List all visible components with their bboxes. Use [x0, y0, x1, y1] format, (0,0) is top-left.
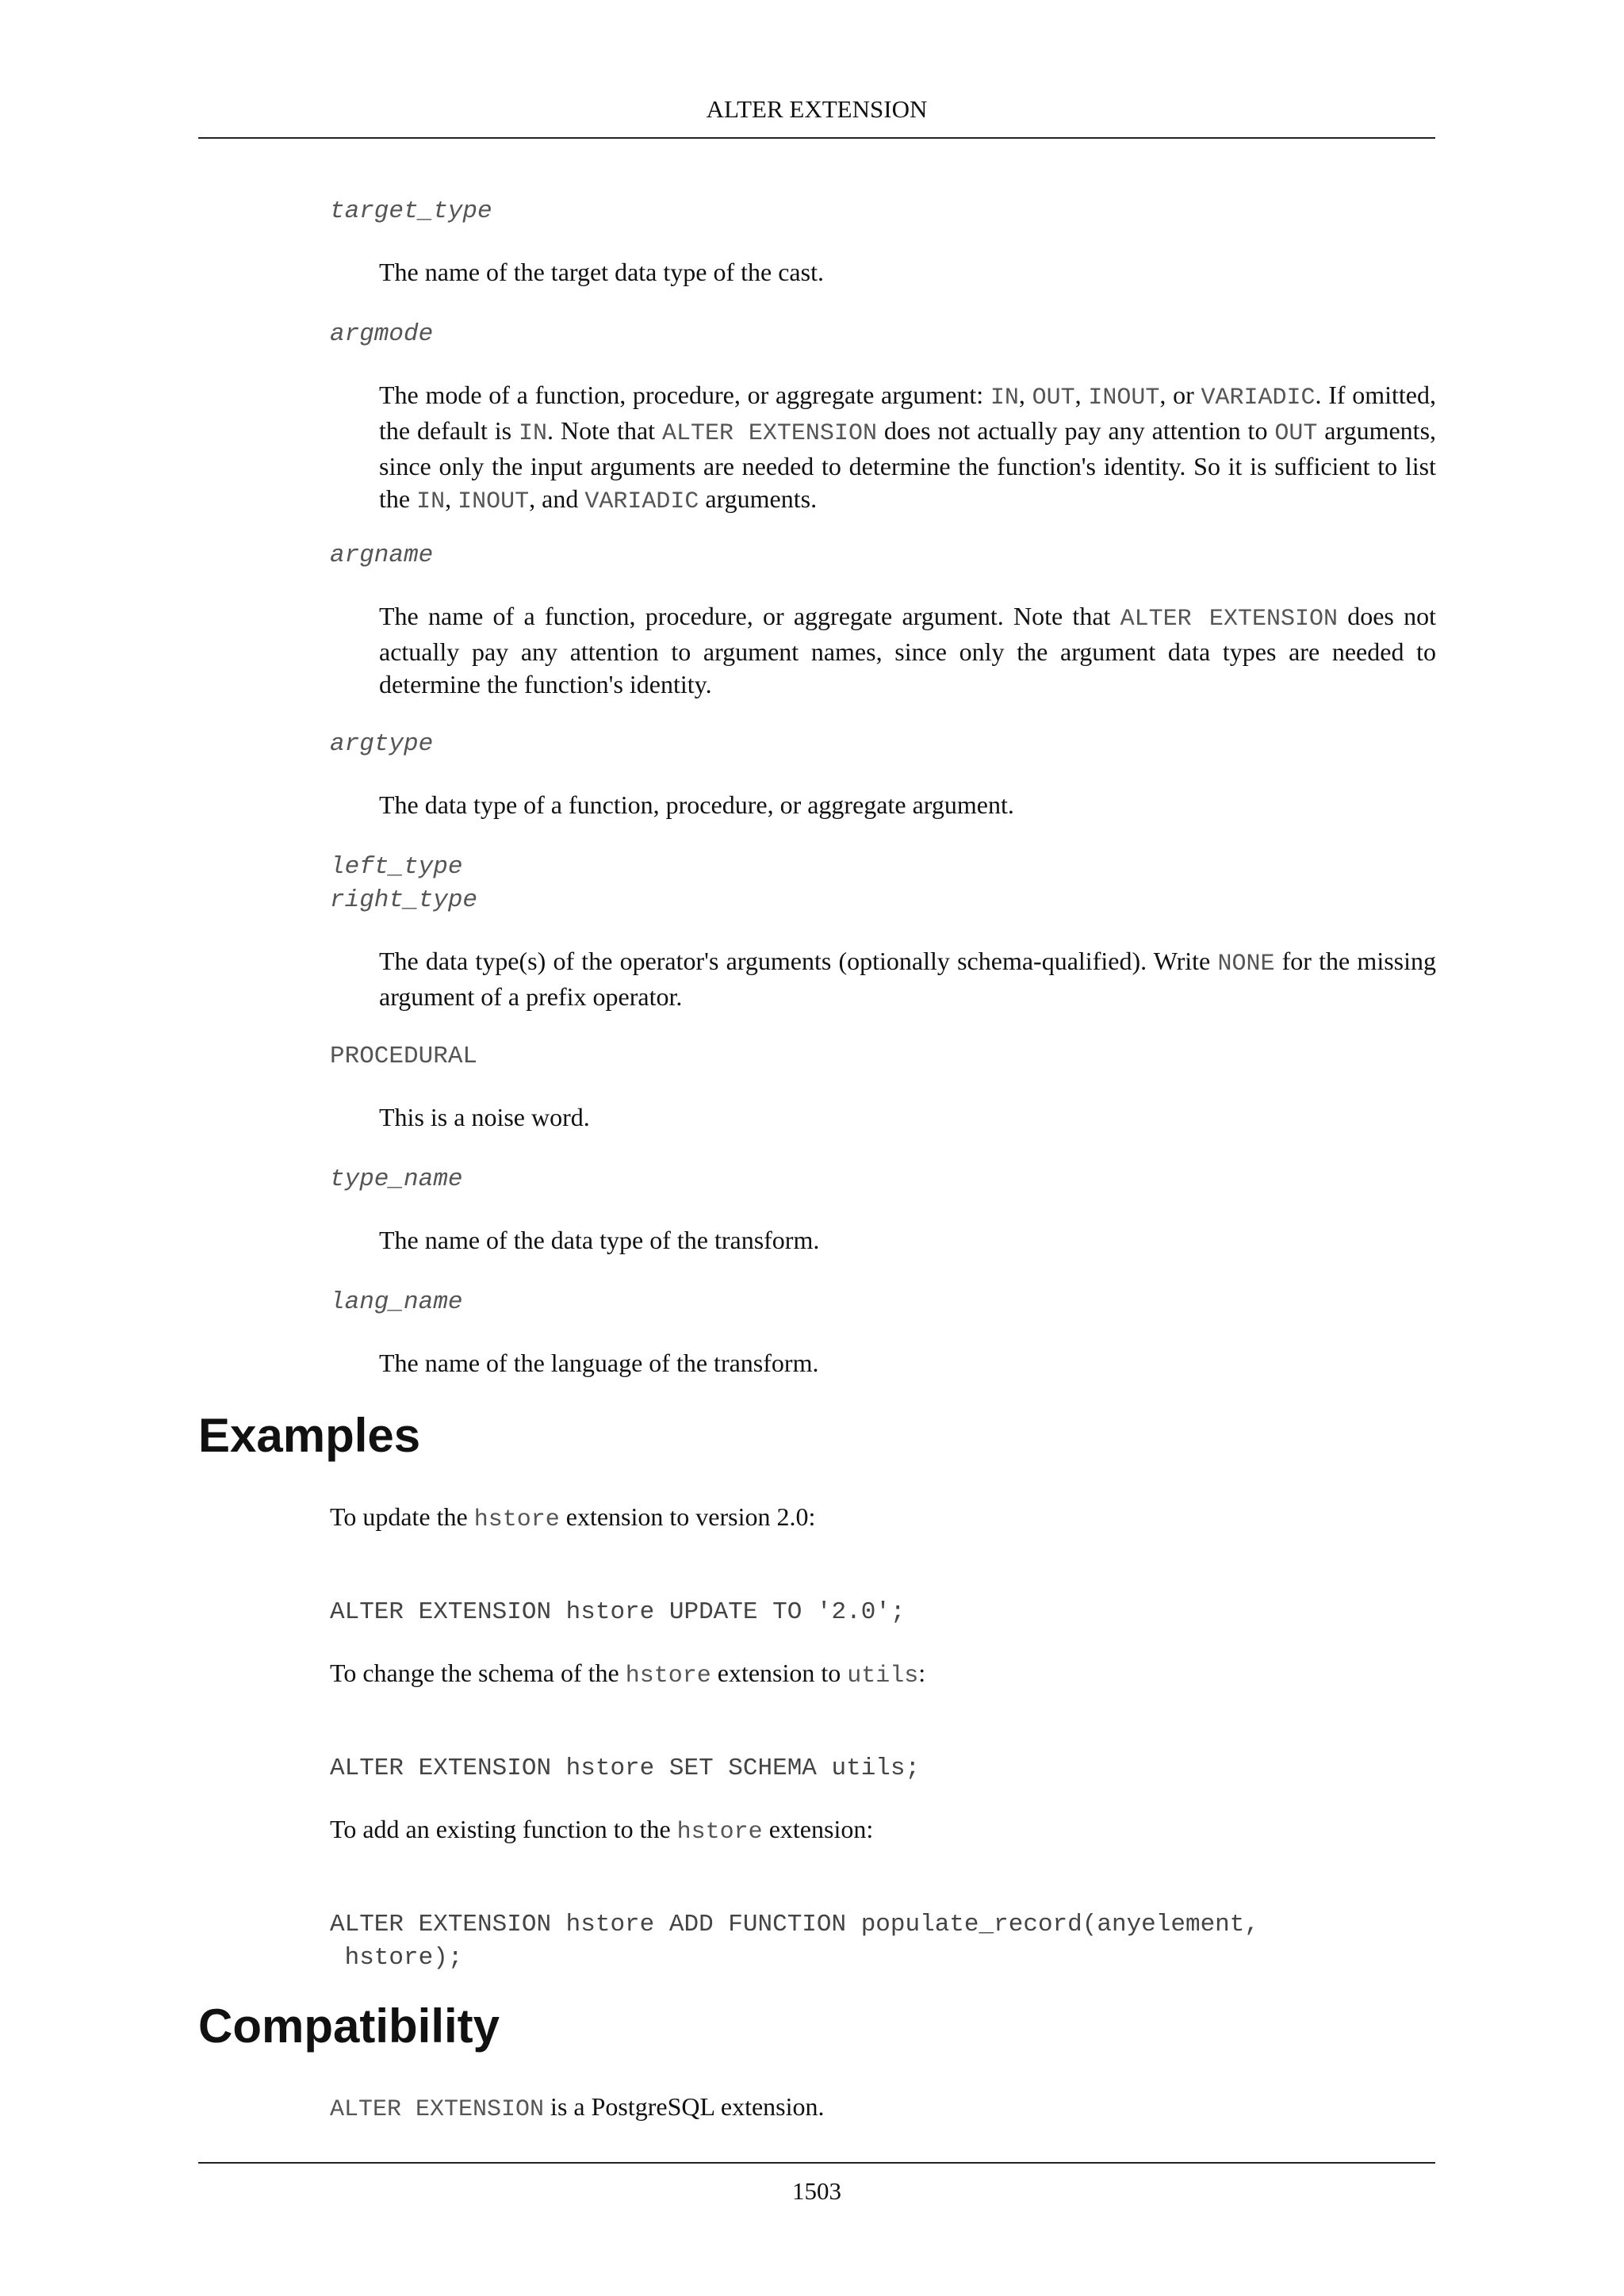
inline-code: OUT — [1274, 420, 1318, 447]
param-term: target_type — [330, 197, 492, 225]
param-description: The name of a function, procedure, or aggregate argument. Note that ALTER EXTENSION does not actually pay any attention to argument names, since only the argument data types are needed to determine the function's identity. — [379, 602, 1437, 698]
inline-code: NONE — [1217, 951, 1275, 978]
inline-code: IN — [519, 420, 548, 447]
inline-code: utils — [847, 1663, 919, 1689]
param-term: argname — [330, 541, 434, 569]
inline-code: OUT — [1032, 385, 1075, 411]
param-term: type_name — [330, 1165, 463, 1193]
param-description: The mode of a function, procedure, or aggregate argument: IN, OUT, INOUT, or VARIADIC. If omitted, the default is IN. Note that ALTER EXTENSION does not actually pay any attention to OUT arguments, since only the input arguments are needed to determine the function's identity. So it is sufficient to list the IN, INOUT, and VARIADIC arguments. — [379, 381, 1437, 515]
inline-code: hstore — [625, 1663, 711, 1689]
inline-code: hstore — [676, 1819, 763, 1846]
inline-code: IN — [416, 488, 446, 515]
code-block: ALTER EXTENSION hstore UPDATE TO '2.0'; — [330, 1598, 906, 1626]
footer-rule — [198, 2162, 1435, 2164]
page-number: 1503 — [792, 2177, 841, 2205]
param-description: This is a noise word. — [379, 1103, 590, 1131]
param-description: The name of the data type of the transform. — [379, 1226, 820, 1254]
compatibility-text: ALTER EXTENSION is a PostgreSQL extension. — [330, 2092, 825, 2123]
param-description: The name of the target data type of the cast. — [379, 258, 824, 286]
code-block: ALTER EXTENSION hstore SET SCHEMA utils; — [330, 1755, 921, 1782]
param-term: left_type — [330, 853, 463, 881]
param-term: argtype — [330, 730, 434, 758]
section-title-compatibility: Compatibility — [198, 1999, 500, 2053]
running-header: ALTER EXTENSION — [706, 95, 928, 123]
code-block: ALTER EXTENSION hstore ADD FUNCTION populate_record(anyelement, hstore); — [330, 1911, 1259, 1972]
param-term: PROCEDURAL — [330, 1043, 478, 1070]
param-term: argmode — [330, 320, 434, 348]
section-title-examples: Examples — [198, 1409, 421, 1462]
inline-code: INOUT — [458, 488, 530, 515]
param-term: lang_name — [330, 1288, 463, 1316]
example-intro: To change the schema of the hstore extension to utils: — [330, 1659, 926, 1689]
inline-code: ALTER EXTENSION — [1120, 606, 1338, 633]
param-description: The data type of a function, procedure, or aggregate argument. — [379, 790, 1014, 819]
header-rule — [198, 137, 1435, 139]
param-description: The name of the language of the transform. — [379, 1349, 819, 1377]
inline-code: VARIADIC — [584, 488, 699, 515]
inline-code: IN — [990, 385, 1019, 411]
inline-code: INOUT — [1088, 385, 1160, 411]
inline-code: ALTER EXTENSION — [661, 420, 877, 447]
example-intro: To update the hstore extension to version 2.0: — [330, 1502, 816, 1533]
example-intro: To add an existing function to the hstore extension: — [330, 1815, 874, 1846]
inline-code: VARIADIC — [1201, 385, 1316, 411]
inline-code: hstore — [473, 1506, 560, 1533]
param-term: right_type — [330, 886, 478, 914]
inline-code: ALTER EXTENSION — [330, 2096, 545, 2123]
param-description: The data type(s) of the operator's arguments (optionally schema-qualified). Write NONE for the missing argument of a prefix operator. — [379, 947, 1437, 1011]
